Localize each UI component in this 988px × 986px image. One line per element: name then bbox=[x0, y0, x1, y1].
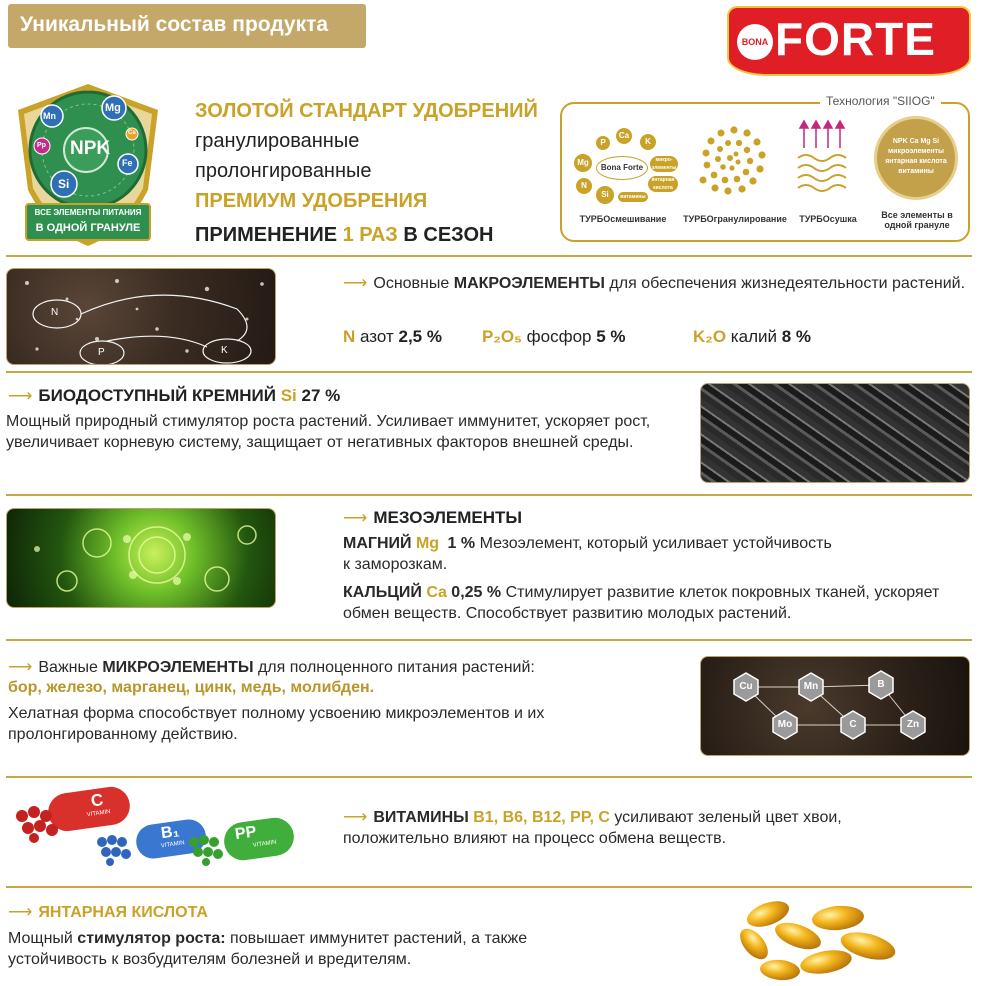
silicon-symbol: Si bbox=[280, 386, 297, 405]
micro-intro-a: Важные bbox=[38, 659, 98, 676]
granule-icon bbox=[874, 116, 958, 200]
hex-label-mn: Mn bbox=[803, 681, 819, 692]
divider-6 bbox=[6, 886, 972, 888]
technology-label: Технология "SIIOG" bbox=[820, 94, 941, 108]
cells-photo bbox=[6, 508, 276, 608]
capsule-b1-sub: VITAMIN bbox=[160, 840, 186, 850]
macro-item-k bbox=[693, 327, 811, 347]
ca-text1: Стимулирует развитие клеток покровных тканей, ускоряет bbox=[505, 584, 940, 601]
amber-text-d: устойчивость к возбудителям болезней и вредителям. bbox=[8, 951, 412, 968]
divider-2 bbox=[6, 371, 972, 373]
badge-element-mg: Mg bbox=[105, 102, 121, 114]
amber-text-b: стимулятор роста: bbox=[77, 930, 226, 947]
macro-intro-c: для обеспечения жизнедеятельности растений. bbox=[609, 275, 966, 292]
mix-center: Bona Forte bbox=[596, 156, 648, 180]
mg-name: МАГНИЙ bbox=[343, 535, 412, 552]
red-beads-icon bbox=[12, 804, 72, 844]
capsule-pp-letter: PP bbox=[233, 823, 258, 844]
badge-ribbon-line2: В ОДНОЙ ГРАНУЛЕ bbox=[35, 222, 141, 234]
hex-label-zn: Zn bbox=[906, 719, 920, 730]
micro-hex-network bbox=[701, 657, 970, 756]
green-beads-icon bbox=[184, 832, 240, 868]
capsule-c-letter: C bbox=[89, 790, 105, 811]
application-season: В СЕЗОН bbox=[403, 224, 494, 246]
amber-title-text: ЯНТАРНАЯ КИСЛОТА bbox=[38, 904, 208, 921]
turbo-mixing-diagram bbox=[568, 116, 682, 208]
amber-text bbox=[8, 928, 688, 970]
vitamins-list: B1, B6, B12, PP, C bbox=[473, 809, 610, 826]
technology-box bbox=[560, 102, 970, 242]
macro-intro bbox=[343, 272, 973, 294]
macro-symbol-p: P₂O₅ bbox=[482, 327, 522, 346]
silicon-granules-photo bbox=[700, 383, 970, 483]
mix-bubble-n: N bbox=[576, 178, 592, 194]
macro-item-n bbox=[343, 327, 442, 347]
macro-value-k: 8 % bbox=[781, 327, 812, 346]
arrow-icon: ⟶ bbox=[8, 902, 33, 921]
capsule-b1-letter: B₁ bbox=[159, 822, 181, 843]
micro-intro-c: для полноценного питания растений: bbox=[257, 659, 535, 676]
soil-label-k: K bbox=[221, 345, 228, 356]
macro-name-k: калий bbox=[730, 327, 777, 346]
drying-arrows-icon bbox=[794, 118, 854, 198]
meso-title bbox=[343, 508, 522, 528]
vitamin-capsules bbox=[8, 786, 298, 876]
meso-mg bbox=[343, 533, 983, 575]
vitamins-text2: положительно влияют на процесс обмена веществ. bbox=[343, 830, 727, 847]
arrow-icon: ⟶ bbox=[8, 386, 33, 405]
mix-bubble-p: P bbox=[596, 136, 610, 150]
application-frequency: 1 РАЗ bbox=[342, 224, 398, 246]
micro-list: бор, железо, марганец, цинк, медь, молибден. bbox=[8, 679, 375, 696]
mix-note-vitamins: витамины bbox=[618, 192, 648, 202]
capsule-c-beads bbox=[12, 804, 72, 844]
capsule-pp-sub: VITAMIN bbox=[252, 839, 277, 849]
ca-text2: обмен веществ. Способствует развитию молодых растений. bbox=[343, 605, 792, 622]
silicon-value: 27 % bbox=[301, 386, 341, 405]
mix-note-acid: янтарная кислота bbox=[648, 176, 678, 192]
soil-texture bbox=[7, 269, 276, 365]
badge-npk-label: NPK bbox=[70, 138, 111, 159]
macro-item-p bbox=[482, 327, 626, 347]
amber-capsules-photo bbox=[728, 896, 908, 984]
divider-3 bbox=[6, 494, 972, 496]
mix-bubble-mg: Mg bbox=[574, 154, 592, 172]
badge-element-pp: Pp bbox=[37, 142, 46, 149]
macro-value-n: 2,5 % bbox=[398, 327, 442, 346]
brand-logo bbox=[727, 6, 971, 76]
ca-symbol: Ca bbox=[426, 584, 447, 601]
soil-photo bbox=[6, 268, 276, 365]
vitamins-title: ВИТАМИНЫ bbox=[373, 809, 469, 826]
badge-element-si: Si bbox=[58, 177, 70, 191]
meso-ca bbox=[343, 582, 983, 624]
headline-premium: ПРЕМИУМ УДОБРЕНИЯ bbox=[195, 190, 428, 212]
macro-value-p: 5 % bbox=[596, 327, 626, 346]
macro-name-n: азот bbox=[360, 327, 394, 346]
silicon-text: Мощный природный стимулятор роста растений. Усиливает иммунитет, ускоряет рост, увеличивает корневую систему, защищает от негативных факторов внешней среды. bbox=[6, 413, 651, 451]
title-banner bbox=[8, 4, 366, 48]
capsule-b1-beads bbox=[92, 832, 148, 868]
micro-text1: Хелатная форма способствует полному усвоению микроэлементов и их bbox=[8, 705, 545, 722]
silicon-title-text: БИОДОСТУПНЫЙ КРЕМНИЙ bbox=[38, 386, 276, 405]
macro-symbol-n: N bbox=[343, 327, 356, 346]
headline-block bbox=[195, 96, 555, 250]
headline-granulated: гранулированные bbox=[195, 130, 360, 152]
divider-5 bbox=[6, 776, 972, 778]
mg-text1: Мезоэлемент, который усиливает устойчивость bbox=[479, 535, 832, 552]
arrow-icon: ⟶ bbox=[343, 807, 368, 826]
hex-label-c: C bbox=[849, 719, 857, 730]
capsule-pp-beads bbox=[184, 832, 240, 868]
blue-beads-icon bbox=[92, 832, 148, 868]
step-mixing: ТУРБОсмешивание bbox=[579, 214, 667, 224]
headline-gold-standard: ЗОЛОТОЙ СТАНДАРТ УДОБРЕНИЙ bbox=[195, 100, 538, 122]
silicon-title bbox=[8, 386, 340, 406]
macro-name-p: фосфор bbox=[526, 327, 592, 346]
npk-badge bbox=[8, 80, 168, 250]
vitamins-text1: усиливают зеленый цвет хвои, bbox=[614, 809, 842, 826]
badge-element-fe: Fe bbox=[122, 158, 133, 168]
micro-soil-photo bbox=[700, 656, 970, 756]
hex-label-b: B bbox=[877, 679, 885, 690]
vitamins-text bbox=[343, 806, 983, 849]
amber-title bbox=[8, 902, 208, 922]
badge-ribbon-line1: ВСЕ ЭЛЕМЕНТЫ ПИТАНИЯ bbox=[34, 208, 142, 217]
meso-title-text: МЕЗОЭЛЕМЕНТЫ bbox=[373, 508, 523, 527]
logo-forte-text: FORTE bbox=[775, 13, 936, 65]
page-title: Уникальный состав продукта bbox=[20, 13, 329, 36]
micro-text2: пролонгированному действию. bbox=[8, 726, 238, 743]
amber-softgel-icon bbox=[728, 896, 908, 984]
macro-intro-title: МАКРОЭЛЕМЕНТЫ bbox=[453, 275, 605, 292]
micro-text bbox=[8, 703, 688, 745]
ca-name: КАЛЬЦИЙ bbox=[343, 584, 422, 601]
arrow-icon: ⟶ bbox=[343, 273, 368, 292]
mix-bubble-ca: Ca bbox=[616, 128, 632, 144]
badge-element-ca: Ca bbox=[128, 130, 136, 136]
step-all-in-one: Все элементы в одной грануле bbox=[881, 210, 953, 230]
mix-note-micro: микро-элементы bbox=[651, 157, 677, 171]
headline-prolonged: пролонгированные bbox=[195, 160, 372, 182]
headline-application bbox=[195, 220, 555, 250]
mg-symbol: Mg bbox=[415, 535, 440, 552]
mix-bubble-k: K bbox=[640, 134, 656, 150]
micro-intro-title: МИКРОЭЛЕМЕНТЫ bbox=[102, 659, 254, 676]
granulation-spiral-icon bbox=[690, 118, 770, 198]
capsule-c-sub: VITAMIN bbox=[86, 809, 111, 819]
badge-element-mn: Mn bbox=[43, 111, 56, 121]
amber-text-c: повышает иммунитет растений, а также bbox=[230, 930, 528, 947]
micro-intro bbox=[8, 656, 688, 678]
macro-intro-a: Основные bbox=[373, 275, 450, 292]
soil-label-p: P bbox=[98, 347, 105, 358]
ca-value: 0,25 % bbox=[451, 584, 502, 601]
step-granulation: ТУРБОгранулирование bbox=[683, 214, 787, 224]
divider-4 bbox=[6, 639, 972, 641]
amber-text-a: Мощный bbox=[8, 930, 73, 947]
arrow-icon: ⟶ bbox=[8, 657, 33, 676]
hex-label-mo: Mo bbox=[777, 719, 793, 730]
mix-bubble-si: Si bbox=[596, 186, 614, 204]
step-drying: ТУРБОсушка bbox=[799, 214, 857, 224]
logo-bona-mark: BONA bbox=[737, 24, 773, 60]
macro-symbol-k: K₂O bbox=[693, 327, 727, 346]
application-label: ПРИМЕНЕНИЕ bbox=[195, 224, 338, 246]
cells-texture bbox=[7, 509, 276, 608]
arrow-icon: ⟶ bbox=[343, 508, 368, 527]
granule-text: NPK Ca Mg Si микроэлементы янтарная кислота витамины bbox=[885, 138, 947, 175]
mg-value: 1 % bbox=[447, 535, 476, 552]
soil-label-n: N bbox=[51, 307, 59, 318]
mg-text2: к заморозкам. bbox=[343, 556, 448, 573]
divider-1 bbox=[6, 255, 972, 257]
hex-label-cu: Cu bbox=[739, 681, 753, 692]
